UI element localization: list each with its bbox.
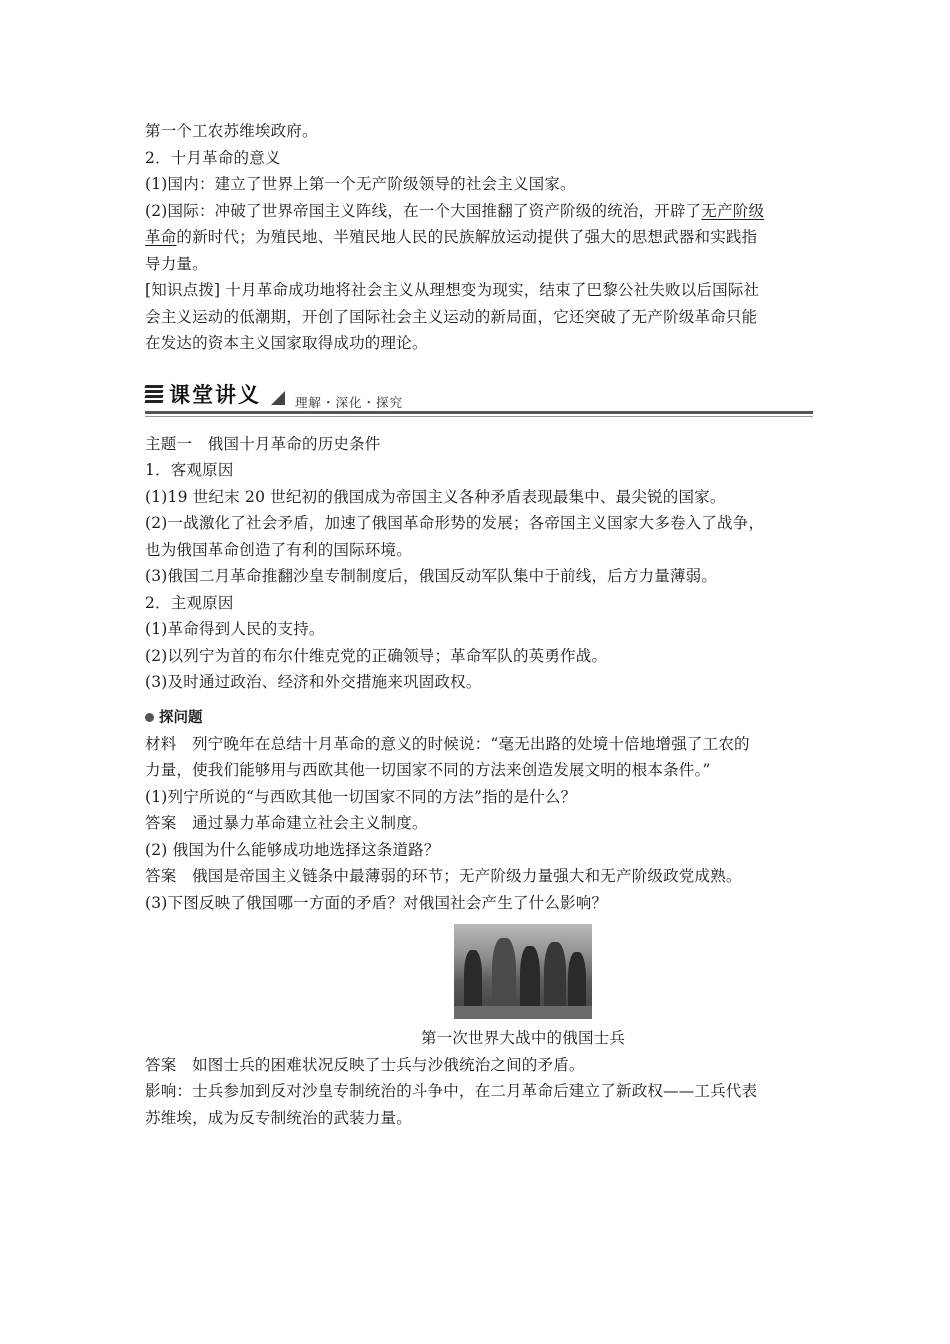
text-line: 也为俄国革命创造了有利的国际环境。 xyxy=(145,540,412,559)
text-line: (2)以列宁为首的布尔什维克党的正确领导；革命军队的英勇作战。 xyxy=(145,646,608,665)
text-line: 第一个工农苏维埃政府。 xyxy=(145,122,318,140)
bullet-icon xyxy=(145,713,154,722)
banner-rule xyxy=(145,411,813,414)
text-span: (2)国际：冲破了世界帝国主义阵线，在一个大国推翻了资产阶级的统治，开辟了 xyxy=(145,201,702,220)
banner-rule-thin xyxy=(145,416,813,417)
banner-subtitle: 理解・深化・探究 xyxy=(295,394,404,410)
tip-line: 会主义运动的低潮期，开创了国际社会主义运动的新局面，它还突破了无产阶级革命只能 xyxy=(145,307,758,326)
text-line: 1．客观原因 xyxy=(145,461,234,479)
figure xyxy=(145,924,813,1023)
text-line: (1)19 世纪末 20 世纪初的俄国成为帝国主义各种矛盾表现最集中、最尖锐的国家。 xyxy=(145,487,726,506)
underlined-term: 革命 xyxy=(145,228,177,246)
underlined-term: 无产阶级 xyxy=(701,201,765,220)
section-banner xyxy=(145,371,813,421)
explore-heading xyxy=(145,706,813,727)
question-line: (2) 俄国为什么能够成功地选择这条道路？ xyxy=(145,840,440,859)
tip-line: 在发达的资本主义国家取得成功的理论。 xyxy=(145,334,428,352)
banner-wedge-icon xyxy=(271,391,285,405)
document-page xyxy=(145,118,813,1131)
intl-line-1 xyxy=(145,198,813,225)
text-line: 材料 列宁晚年在总结十月革命的意义的时候说：“毫无出路的处境十倍地增强了工农的 xyxy=(145,734,750,753)
answer-line: 答案 通过暴力革命建立社会主义制度。 xyxy=(145,814,428,832)
answer-line: 答案 俄国是帝国主义链条中最薄弱的环节；无产阶级力量强大和无产阶级政党成熟。 xyxy=(145,867,742,885)
text-line: (1)革命得到人民的支持。 xyxy=(145,620,325,638)
soldiers-photo xyxy=(454,924,592,1019)
banner-title: 课堂讲义 xyxy=(169,382,261,407)
text-line: 影响：士兵参加到反对沙皇专制统治的斗争中，在二月革命后建立了新政权——工兵代表 xyxy=(145,1082,758,1100)
text-line: 2．十月革命的意义 xyxy=(145,148,281,167)
text-line: (3)及时通过政治、经济和外交措施来巩固政权。 xyxy=(145,673,482,691)
text-line: (2)一战激化了社会矛盾，加速了俄国革命形势的发展；各帝国主义国家大多卷入了战争， xyxy=(145,514,765,532)
banner-stripes-icon xyxy=(145,385,163,407)
answer-line: 答案 如图士兵的困难状况反映了士兵与沙俄统治之间的矛盾。 xyxy=(145,1055,585,1074)
text-line: 苏维埃，成为反专制统治的武装力量。 xyxy=(145,1108,412,1127)
text-line: 2．主观原因 xyxy=(145,593,234,612)
topic-title: 主题一 俄国十月革命的历史条件 xyxy=(145,434,381,453)
explore-heading-text: 探问题 xyxy=(159,709,203,726)
figure-caption: 第一次世界大战中的俄国士兵 xyxy=(420,1029,626,1047)
text-line: (1)国内：建立了世界上第一个无产阶级领导的社会主义国家。 xyxy=(145,175,576,193)
text-span: 的新时代；为殖民地、半殖民地人民的民族解放运动提供了强大的思想武器和实践指 xyxy=(176,228,758,246)
text-line: 导力量。 xyxy=(145,254,208,273)
text-line: 力量，使我们能够用与西欧其他一切国家不同的方法来创造发展文明的根本条件。” xyxy=(145,761,711,779)
question-line: (1)列宁所说的“与西欧其他一切国家不同的方法”指的是什么？ xyxy=(145,787,577,806)
tip-line: [知识点拨] 十月革命成功地将社会主义从理想变为现实，结束了巴黎公社失败以后国际社 xyxy=(145,281,760,299)
text-line: (3)俄国二月革命推翻沙皇专制制度后，俄国反动军队集中于前线，后方力量薄弱。 xyxy=(145,567,718,585)
question-line: (3)下图反映了俄国哪一方面的矛盾？对俄国社会产生了什么影响？ xyxy=(145,893,608,912)
intl-line-2 xyxy=(145,224,813,251)
